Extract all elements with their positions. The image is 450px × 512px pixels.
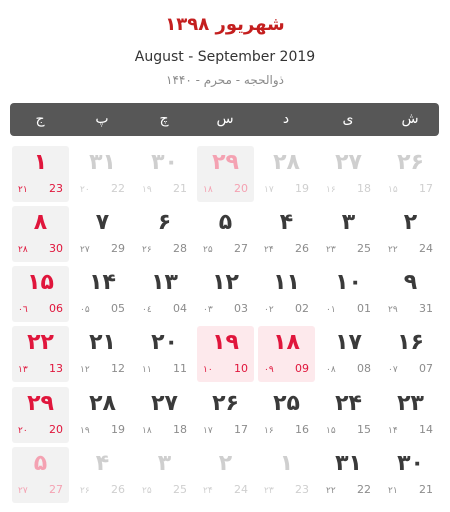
gregorian-day-number: 20 (49, 423, 63, 436)
day-cell[interactable] (74, 447, 131, 503)
persian-day-number: ۳۱ (89, 150, 116, 175)
day-cell[interactable] (197, 146, 254, 202)
persian-day-number: ۲۲ (27, 330, 54, 355)
gregorian-day-number: 17 (419, 182, 433, 195)
day-cell[interactable] (382, 447, 439, 503)
day-cell[interactable] (382, 387, 439, 443)
persian-day-number: ۳ (341, 210, 356, 235)
gregorian-day-number: 24 (419, 242, 433, 255)
hijri-day-number: ۱۴ (388, 426, 398, 436)
day-cell[interactable] (320, 146, 377, 202)
day-cell[interactable] (74, 326, 131, 382)
day-cell[interactable] (320, 266, 377, 322)
day-cell[interactable] (12, 326, 69, 382)
hijri-day-number: ۲۱ (18, 185, 28, 195)
persian-day-number: ۲۹ (27, 391, 54, 416)
gregorian-day-number: 21 (419, 483, 433, 496)
hijri-day-number: ۰۳ (203, 305, 213, 315)
gregorian-day-number: 06 (49, 302, 63, 315)
hijri-day-number: ۲۷ (18, 486, 28, 496)
persian-day-number: ۲۶ (212, 391, 239, 416)
persian-day-number: ۱ (279, 451, 294, 476)
persian-day-number: ۱۳ (151, 270, 178, 295)
gregorian-day-number: 03 (234, 302, 248, 315)
weekday-label: ش (401, 111, 419, 127)
day-cell[interactable] (74, 146, 131, 202)
persian-day-number: ۱۱ (273, 270, 300, 295)
gregorian-day-number: 31 (419, 302, 433, 315)
hijri-day-number: ۰۸ (326, 365, 336, 375)
gregorian-day-number: 21 (173, 182, 187, 195)
gregorian-day-number: 24 (234, 483, 248, 496)
persian-day-number: ۳۰ (151, 150, 178, 175)
gregorian-day-number: 17 (234, 423, 248, 436)
hijri-day-number: ۱۷ (203, 426, 213, 436)
gregorian-day-number: 09 (295, 362, 309, 375)
day-cell[interactable] (197, 326, 254, 382)
gregorian-day-number: 19 (295, 182, 309, 195)
gregorian-day-number: 18 (357, 182, 371, 195)
hijri-day-number: ۲۰ (18, 426, 28, 436)
day-cell[interactable] (320, 206, 377, 262)
hijri-day-number: ۰۲ (264, 305, 274, 315)
weekday-label: س (216, 111, 234, 127)
day-cell[interactable] (382, 146, 439, 202)
gregorian-day-number: 05 (111, 302, 125, 315)
gregorian-day-number: 23 (295, 483, 309, 496)
weekday-label: د (282, 111, 290, 127)
hijri-day-number: ۰۵ (80, 305, 90, 315)
gregorian-day-number: 01 (357, 302, 371, 315)
weekday-label: چ (159, 111, 169, 127)
gregorian-day-number: 18 (173, 423, 187, 436)
gregorian-day-number: 20 (234, 182, 248, 195)
persian-day-number: ۶ (157, 210, 172, 235)
weekday-label: پ (95, 111, 109, 127)
gregorian-day-number: 25 (173, 483, 187, 496)
persian-day-number: ۷ (95, 210, 110, 235)
persian-day-number: ۱۴ (89, 270, 116, 295)
hijri-day-number: ۱۶ (264, 426, 274, 436)
persian-day-number: ۱۹ (212, 330, 239, 355)
persian-day-number: ۱ (33, 150, 48, 175)
day-cell[interactable] (320, 447, 377, 503)
persian-day-number: ۵ (33, 451, 48, 476)
gregorian-day-number: 22 (111, 182, 125, 195)
persian-day-number: ۴ (279, 210, 294, 235)
day-cell[interactable] (258, 447, 315, 503)
day-cell[interactable] (258, 387, 315, 443)
gregorian-day-number: 04 (173, 302, 187, 315)
day-cell[interactable] (258, 326, 315, 382)
day-cell[interactable] (136, 206, 193, 262)
gregorian-day-number: 15 (357, 423, 371, 436)
persian-day-number: ۲۷ (151, 391, 178, 416)
persian-day-number: ۱۷ (335, 330, 362, 355)
gregorian-day-number: 07 (419, 362, 433, 375)
gregorian-day-number: 28 (173, 242, 187, 255)
gregorian-day-number: 27 (234, 242, 248, 255)
hijri-day-number: ۱۱ (142, 365, 152, 375)
persian-day-number: ۹ (403, 270, 418, 295)
day-cell[interactable] (12, 266, 69, 322)
hijri-day-number: ۰۱ (326, 305, 336, 315)
gregorian-day-number: 08 (357, 362, 371, 375)
day-cell[interactable] (197, 266, 254, 322)
weekday-label: ج (35, 111, 45, 127)
day-cell[interactable] (12, 447, 69, 503)
gregorian-day-number: 27 (49, 483, 63, 496)
persian-day-number: ۳۱ (335, 451, 362, 476)
gregorian-day-number: 29 (111, 242, 125, 255)
hijri-day-number: ۲۳ (326, 245, 336, 255)
day-cell[interactable] (382, 266, 439, 322)
persian-day-number: ۲۰ (151, 330, 178, 355)
hijri-day-number: ۱۵ (326, 426, 336, 436)
gregorian-day-number: 14 (419, 423, 433, 436)
day-cell[interactable] (382, 326, 439, 382)
hijri-day-number: ۲۱ (388, 486, 398, 496)
hijri-day-number: ۱۹ (80, 426, 90, 436)
hijri-month-subtitle: ذوالحجه - محرم - ۱۴۴۰ (166, 73, 284, 87)
hijri-day-number: ۲۹ (388, 305, 398, 315)
persian-day-number: ۲۸ (273, 150, 300, 175)
gregorian-day-number: 22 (357, 483, 371, 496)
hijri-day-number: ۲۶ (80, 486, 90, 496)
persian-day-number: ۱۰ (335, 270, 362, 295)
persian-day-number: ۲۱ (89, 330, 116, 355)
hijri-day-number: ۲۷ (80, 245, 90, 255)
weekday-header-bar (10, 103, 439, 136)
gregorian-day-number: 10 (234, 362, 248, 375)
day-cell[interactable] (136, 146, 193, 202)
persian-day-number: ۲۷ (335, 150, 362, 175)
hijri-day-number: ۱۰ (203, 365, 213, 375)
day-cell[interactable] (136, 326, 193, 382)
day-cell[interactable] (320, 387, 377, 443)
hijri-day-number: ۰۹ (264, 365, 274, 375)
day-cell[interactable] (258, 266, 315, 322)
gregorian-day-number: 23 (49, 182, 63, 195)
hijri-day-number: ۱۷ (264, 185, 274, 195)
hijri-day-number: ۱۵ (388, 185, 398, 195)
gregorian-month-subtitle: August - September 2019 (134, 49, 316, 65)
persian-day-number: ۳ (157, 451, 172, 476)
persian-day-number: ۲۶ (397, 150, 424, 175)
day-cell[interactable] (197, 387, 254, 443)
persian-day-number: ۱۲ (212, 270, 239, 295)
persian-day-number: ۲۹ (212, 150, 239, 175)
persian-day-number: ۲۵ (273, 391, 300, 416)
day-cell[interactable] (136, 266, 193, 322)
persian-day-number: ۸ (33, 210, 48, 235)
hijri-day-number: ۱۹ (142, 185, 152, 195)
gregorian-day-number: 12 (111, 362, 125, 375)
day-cell[interactable] (12, 387, 69, 443)
day-cell[interactable] (382, 206, 439, 262)
day-cell[interactable] (258, 206, 315, 262)
gregorian-day-number: 11 (173, 362, 187, 375)
hijri-day-number: ۲۸ (18, 245, 28, 255)
hijri-day-number: ۲۶ (142, 245, 152, 255)
persian-day-number: ۵ (218, 210, 233, 235)
hijri-day-number: ۲۵ (142, 486, 152, 496)
persian-day-number: ۲۳ (397, 391, 424, 416)
hijri-day-number: ۰٦ (18, 305, 28, 315)
day-cell[interactable] (320, 326, 377, 382)
weekday-label: ی (342, 111, 354, 127)
hijri-day-number: ۲۴ (203, 486, 213, 496)
gregorian-day-number: 26 (295, 242, 309, 255)
hijri-day-number: ۱۳ (18, 365, 28, 375)
hijri-day-number: ۱۸ (203, 185, 213, 195)
day-cell[interactable] (74, 206, 131, 262)
persian-day-number: ۱۶ (397, 330, 424, 355)
hijri-day-number: ۲۳ (264, 486, 274, 496)
day-cell[interactable] (136, 447, 193, 503)
hijri-day-number: ۲۲ (326, 486, 336, 496)
persian-day-number: ۲۴ (335, 391, 362, 416)
hijri-day-number: ۲۲ (388, 245, 398, 255)
gregorian-day-number: 13 (49, 362, 63, 375)
day-cell[interactable] (197, 447, 254, 503)
day-cell[interactable] (12, 146, 69, 202)
hijri-day-number: ۱۶ (326, 185, 336, 195)
persian-day-number: ۱۸ (273, 330, 300, 355)
hijri-day-number: ۱۸ (142, 426, 152, 436)
hijri-day-number: ۲۴ (264, 245, 274, 255)
hijri-day-number: ۰٤ (142, 305, 152, 315)
persian-day-number: ۳۰ (397, 451, 424, 476)
day-cell[interactable] (136, 387, 193, 443)
persian-month-title: شهریور ۱۳۹۸ (165, 14, 285, 35)
hijri-day-number: ۰۷ (388, 365, 398, 375)
gregorian-day-number: 30 (49, 242, 63, 255)
gregorian-day-number: 25 (357, 242, 371, 255)
hijri-day-number: ۱۲ (80, 365, 90, 375)
day-cell[interactable] (197, 206, 254, 262)
gregorian-day-number: 26 (111, 483, 125, 496)
gregorian-day-number: 02 (295, 302, 309, 315)
persian-day-number: ۲ (218, 451, 233, 476)
persian-day-number: ۲ (403, 210, 418, 235)
gregorian-day-number: 16 (295, 423, 309, 436)
persian-day-number: ۴ (95, 451, 110, 476)
day-cell[interactable] (258, 146, 315, 202)
gregorian-day-number: 19 (111, 423, 125, 436)
day-cell[interactable] (12, 206, 69, 262)
persian-day-number: ۱۵ (27, 270, 54, 295)
day-cell[interactable] (74, 266, 131, 322)
hijri-day-number: ۲۰ (80, 185, 90, 195)
hijri-day-number: ۲۵ (203, 245, 213, 255)
persian-day-number: ۲۸ (89, 391, 116, 416)
day-cell[interactable] (74, 387, 131, 443)
